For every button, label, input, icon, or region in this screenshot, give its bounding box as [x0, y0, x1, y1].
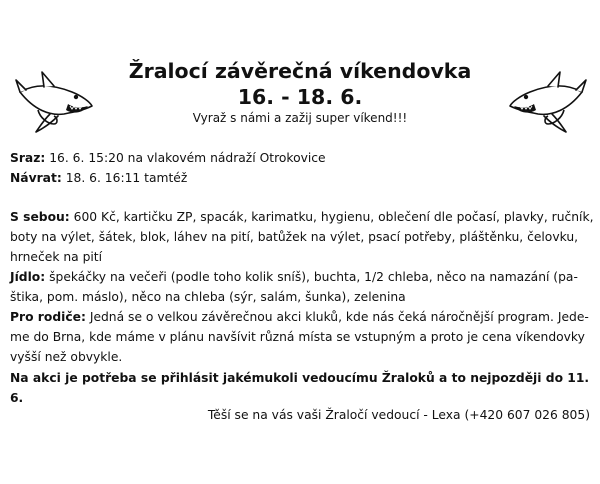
- parents-paragraph: [10, 307, 594, 367]
- sraz-label: Sraz:: [10, 151, 46, 165]
- details: [10, 207, 594, 367]
- page-title: [0, 58, 600, 110]
- meeting-info: [10, 148, 594, 188]
- packing-value: 600 Kč, kartičku ZP, spacák, karimatku, hygienu, oblečení dle počasí, plavky, ručník, boty na výlet, šátek, blok, láhev na pití, batůžek na výlet, psací potřeby, pláštěnku, čelovku, hrneček na pití: [10, 210, 594, 264]
- parents-value: Jedná se o velkou závěrečnou akci kluků, kde nás čeká náročnější program. Jede-me do Brna, kde máme v plánu navšívit různá místa se vstupným a proto je cena víkendovky vyšší než obvykle.: [10, 310, 589, 364]
- title-name: Žralocí závěrečná víkendovka: [128, 59, 472, 83]
- packing-label: S sebou:: [10, 210, 70, 224]
- food-label: Jídlo:: [10, 270, 46, 284]
- food-value: špekáčky na večeři (podle toho kolik sníš), buchta, 1/2 chleba, něco na namazání (pa-štika, pom. máslo), něco na chleba (sýr, salám, šunka), zelenina: [10, 270, 578, 304]
- registration-notice: Na akci je potřeba se přihlásit jakémukoli vedoucímu Žraloků a to nejpozději do 11. 6.: [10, 371, 590, 405]
- navrat-label: Návrat:: [10, 171, 62, 185]
- food-paragraph: [10, 267, 594, 307]
- sraz-value: 16. 6. 15:20 na vlakovém nádraží Otrokovice: [49, 151, 326, 165]
- navrat-line: [10, 168, 594, 188]
- sraz-line: [10, 148, 594, 168]
- title-dates: 16. - 18. 6.: [237, 85, 363, 109]
- subtitle: Vyraž s námi a zažij super víkend!!!: [192, 111, 408, 125]
- signature: Těší se na vás vaši Žraločí vedoucí - Lexa (+420 607 026 805): [207, 408, 590, 422]
- navrat-value: 18. 6. 16:11 tamtéž: [65, 171, 188, 185]
- packing-paragraph: [10, 207, 594, 267]
- parents-label: Pro rodiče:: [10, 310, 86, 324]
